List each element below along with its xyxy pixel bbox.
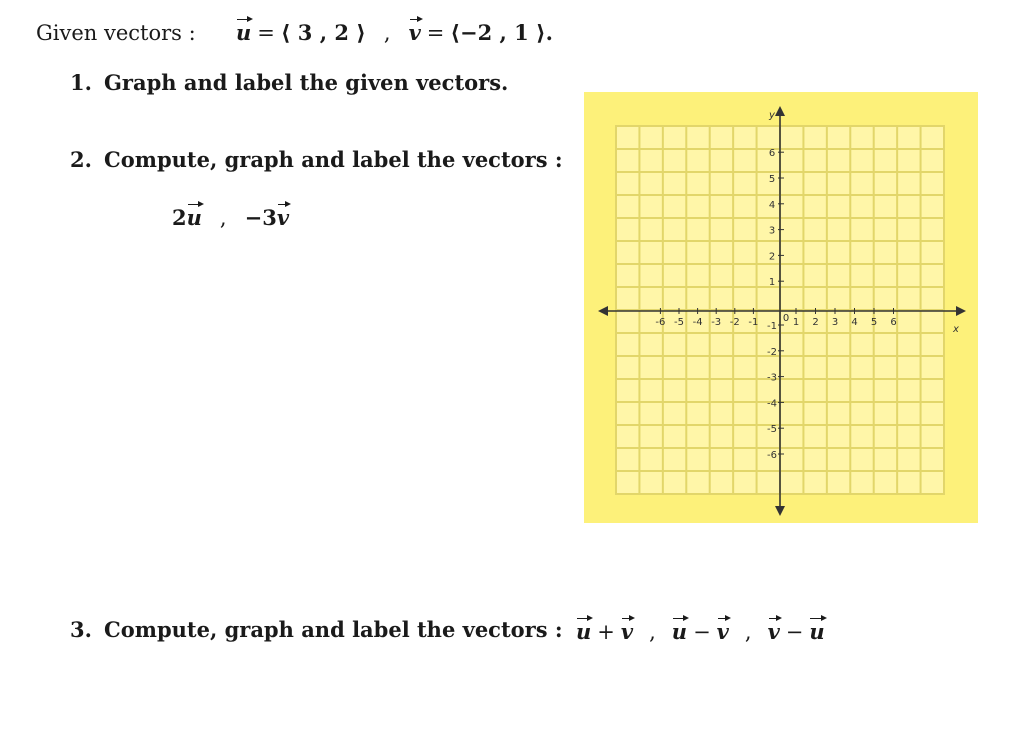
x-tick-label: 1 [792, 317, 800, 328]
question-1 [70, 70, 508, 95]
u-minus-v: u − v [671, 619, 729, 644]
vector-v-symbol: v [408, 20, 421, 45]
vector-u-value: ⟨ 3 , 2 ⟩ [280, 20, 366, 45]
y-tick-label: 5 [768, 174, 776, 185]
x-tick-label: -3 [711, 317, 722, 328]
vector-v-value: ⟨−2 , 1 ⟩ [450, 20, 546, 45]
y-tick-label: -4 [767, 398, 777, 410]
coef-2u: 2u [172, 205, 202, 230]
y-tick-label: 2 [768, 251, 776, 263]
y-tick-label: -3 [767, 372, 777, 384]
x-tick-label: 4 [851, 317, 858, 328]
x-tick-label: -1 [748, 317, 759, 328]
x-axis-label: x [953, 324, 959, 335]
question-3-text: Compute, graph and label the vectors : [104, 617, 563, 642]
separator: , [383, 21, 391, 45]
question-3-vectors: u + v , u − v , v − u [576, 619, 825, 644]
x-tick-label: 2 [812, 317, 819, 328]
u-plus-v: u + v [576, 619, 634, 644]
y-tick-label: 1 [768, 277, 776, 289]
question-2-vectors: 2u , −3v [172, 205, 290, 230]
y-tick-label: -5 [767, 424, 777, 436]
y-axis-label: y [769, 110, 775, 121]
given-vectors-label: Given vectors : [36, 21, 196, 45]
question-2-text: Compute, graph and label the vectors : [104, 147, 563, 172]
question-2 [70, 147, 563, 172]
y-tick-label: 4 [768, 199, 776, 211]
origin-label: 0 [782, 313, 790, 324]
v-minus-u: v − u [767, 619, 825, 644]
vector-u-definition: u = ⟨ 3 , 2 ⟩ [236, 20, 366, 45]
x-tick-label: 5 [870, 317, 878, 328]
question-2-number: 2. [70, 147, 92, 172]
question-3-number: 3. [70, 617, 92, 642]
x-tick-label: 3 [831, 317, 839, 328]
question-1-text: Graph and label the given vectors. [104, 70, 509, 95]
y-tick-label: -2 [767, 346, 777, 358]
x-tick-label: -4 [692, 317, 703, 328]
given-vectors-line [36, 18, 553, 45]
coordinate-grid [584, 92, 978, 523]
vector-v-definition: v = ⟨−2 , 1 ⟩. [408, 20, 553, 45]
y-tick-label: -6 [767, 450, 777, 461]
question-1-number: 1. [70, 70, 92, 95]
x-tick-label: -6 [655, 317, 666, 328]
x-tick-label: -2 [729, 317, 740, 328]
y-tick-label: -1 [767, 321, 777, 332]
y-tick-label: 6 [768, 148, 776, 160]
coef-minus-3v: −3v [244, 205, 290, 230]
y-tick-label: 3 [768, 225, 776, 237]
question-3 [70, 617, 563, 642]
vector-u-symbol: u [236, 20, 252, 45]
x-tick-label: 6 [890, 317, 897, 328]
x-tick-label: -5 [674, 317, 684, 328]
